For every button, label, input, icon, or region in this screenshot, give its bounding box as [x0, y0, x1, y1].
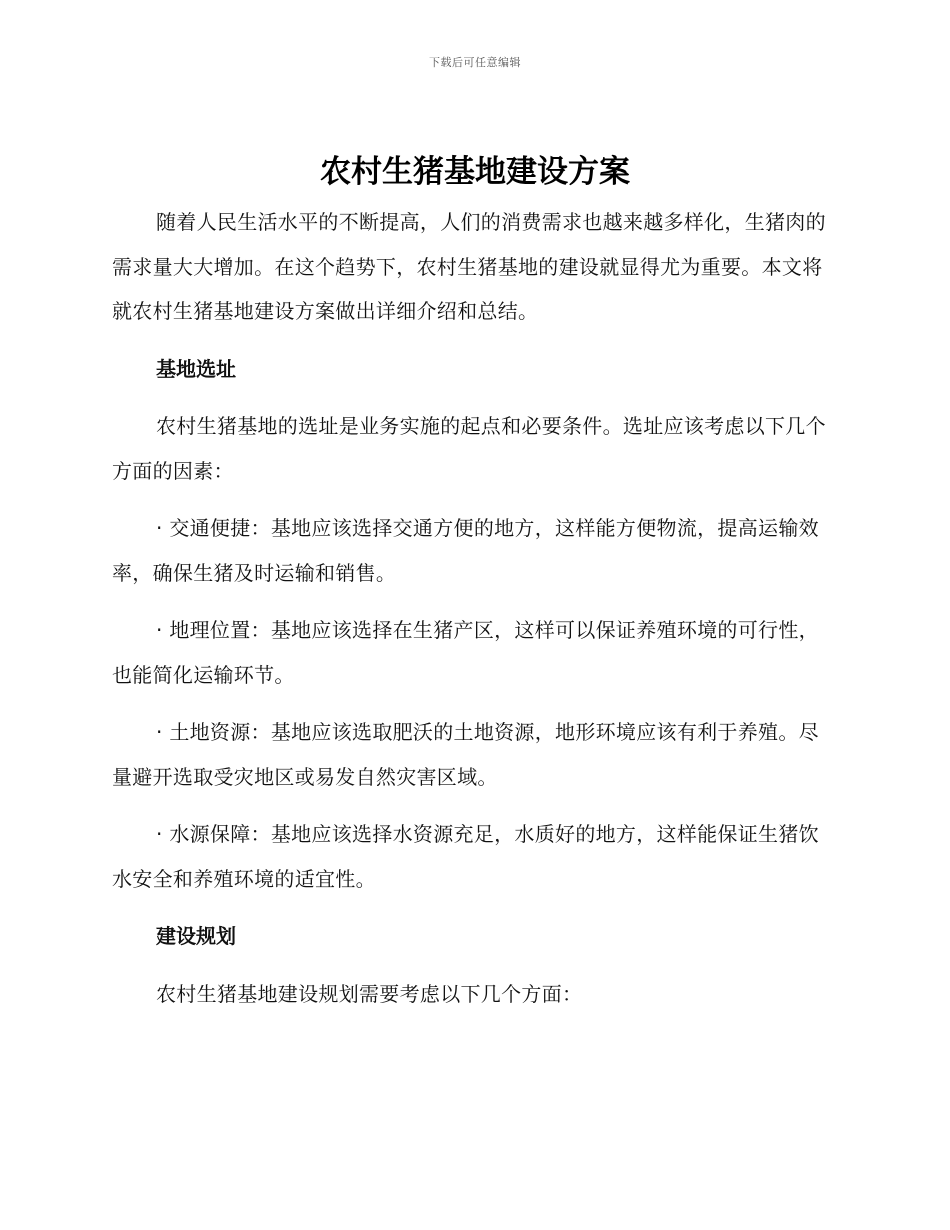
- document-body: [112, 200, 832, 1029]
- list-item-water: · 水源保障：基地应该选择水资源充足，水质好的地方，这样能保证生猪饮水安全和养殖环境的适宜性。: [112, 822, 819, 891]
- list-item-location: · 地理位置：基地应该选择在生猪产区，这样可以保证养殖环境的可行性，也能简化运输环节。: [112, 618, 819, 687]
- section-heading-site-selection: 基地选址: [156, 356, 236, 381]
- header-note: 下载后可任意编辑: [429, 56, 521, 69]
- site-selection-lead: 农村生猪基地的选址是业务实施的起点和必要条件。选址应该考虑以下几个方面的因素：: [112, 414, 826, 483]
- list-item-land: · 土地资源：基地应该选取肥沃的土地资源，地形环境应该有利于养殖。尽量避开选取受灾地区或易发自然灾害区域。: [112, 720, 819, 789]
- section-heading-planning: 建设规划: [156, 924, 236, 948]
- list-item-transport: · 交通便捷：基地应该选择交通方便的地方，这样能方便物流，提高运输效率，确保生猪及时运输和销售。: [112, 516, 819, 585]
- document-title: 农村生猪基地建设方案: [320, 154, 630, 190]
- planning-lead: 农村生猪基地建设规划需要考虑以下几个方面：: [156, 981, 583, 1006]
- intro-paragraph: 随着人民生活水平的不断提高，人们的消费需求也越来越多样化，生猪肉的需求量大大增加。在这个趋势下，农村生猪基地的建设就显得尤为重要。本文将就农村生猪基地建设方案做出详细介绍和总结。: [112, 210, 826, 323]
